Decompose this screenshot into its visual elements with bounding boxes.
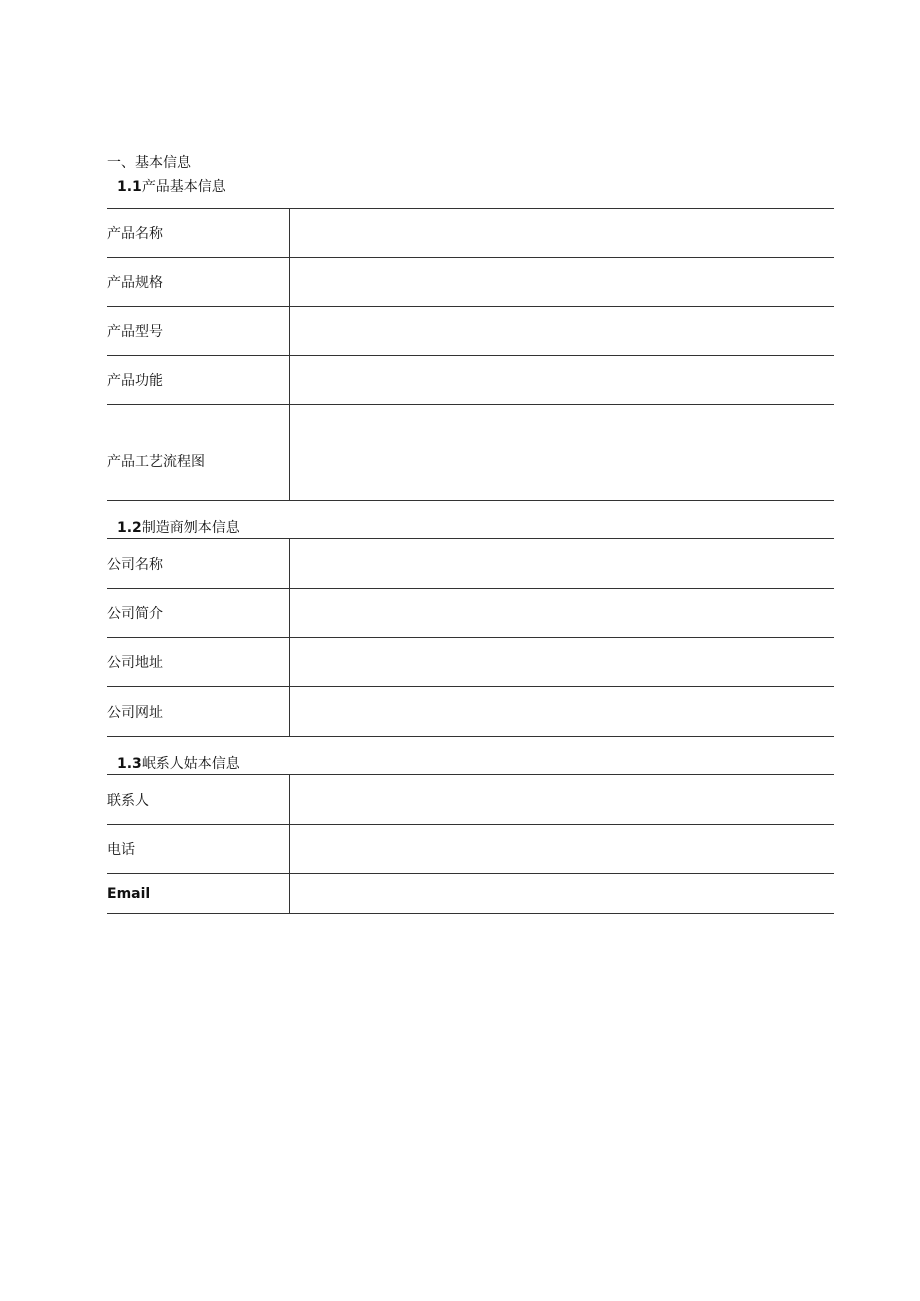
manufacturer-subsection-label: 制造商刎本信息 (141, 520, 240, 536)
product-spec-label-cell (107, 258, 290, 307)
product-name-label: 产品名称 (107, 226, 163, 242)
email-field[interactable] (290, 874, 835, 914)
process-flow-label-cell (107, 405, 290, 501)
process-flow-label: 产品工艺流程图 (107, 454, 205, 470)
manufacturer-subsection-title (117, 517, 240, 537)
phone-field[interactable] (290, 825, 835, 874)
company-name-field[interactable] (290, 539, 835, 589)
product-model-label-cell (107, 307, 290, 356)
contact-info-table (107, 774, 834, 914)
company-intro-field[interactable] (290, 589, 835, 638)
company-website-label-cell (107, 687, 290, 737)
company-website-field[interactable] (290, 687, 835, 737)
company-address-label: 公司地址 (107, 655, 163, 671)
table-row (107, 539, 834, 589)
company-name-label-cell (107, 539, 290, 589)
manufacturer-info-table (107, 538, 834, 737)
contact-subsection-number: 1.3 (117, 756, 142, 772)
contact-subsection-label: 岷系人姑本信息 (141, 756, 240, 772)
process-flow-field[interactable] (290, 405, 835, 501)
table-row (107, 356, 834, 405)
product-spec-label: 产品规格 (107, 275, 163, 291)
table-row (107, 687, 834, 737)
company-name-label: 公司名称 (107, 556, 163, 573)
company-address-field[interactable] (290, 638, 835, 687)
table-row (107, 258, 834, 307)
company-address-label-cell (107, 638, 290, 687)
contact-person-label: 联系人 (107, 792, 149, 809)
contact-person-label-cell (107, 775, 290, 825)
product-name-field[interactable] (290, 209, 835, 258)
product-model-label: 产品型号 (107, 324, 163, 340)
contact-subsection-title (117, 753, 240, 773)
product-function-field[interactable] (290, 356, 835, 405)
product-subsection-label: 产品基本信息 (141, 179, 226, 195)
company-website-label: 公司网址 (107, 704, 163, 721)
table-row (107, 775, 834, 825)
product-model-field[interactable] (290, 307, 835, 356)
email-label-cell (107, 874, 290, 914)
manufacturer-subsection-number: 1.2 (117, 520, 142, 536)
product-function-label: 产品功能 (107, 373, 163, 389)
email-label: Email (107, 885, 151, 902)
company-intro-label: 公司简介 (107, 606, 163, 622)
table-row (107, 307, 834, 356)
table-row (107, 209, 834, 258)
company-intro-label-cell (107, 589, 290, 638)
phone-label: 电话 (107, 842, 135, 858)
table-row (107, 405, 834, 501)
product-name-label-cell (107, 209, 290, 258)
product-info-table (107, 208, 834, 501)
table-row (107, 638, 834, 687)
contact-person-field[interactable] (290, 775, 835, 825)
product-spec-field[interactable] (290, 258, 835, 307)
table-row (107, 874, 834, 914)
product-function-label-cell (107, 356, 290, 405)
section-title: 一、基本信息 (107, 155, 191, 171)
product-subsection-number: 1.1 (117, 179, 142, 195)
phone-label-cell (107, 825, 290, 874)
table-row (107, 825, 834, 874)
table-row (107, 589, 834, 638)
product-subsection-title (117, 176, 226, 196)
